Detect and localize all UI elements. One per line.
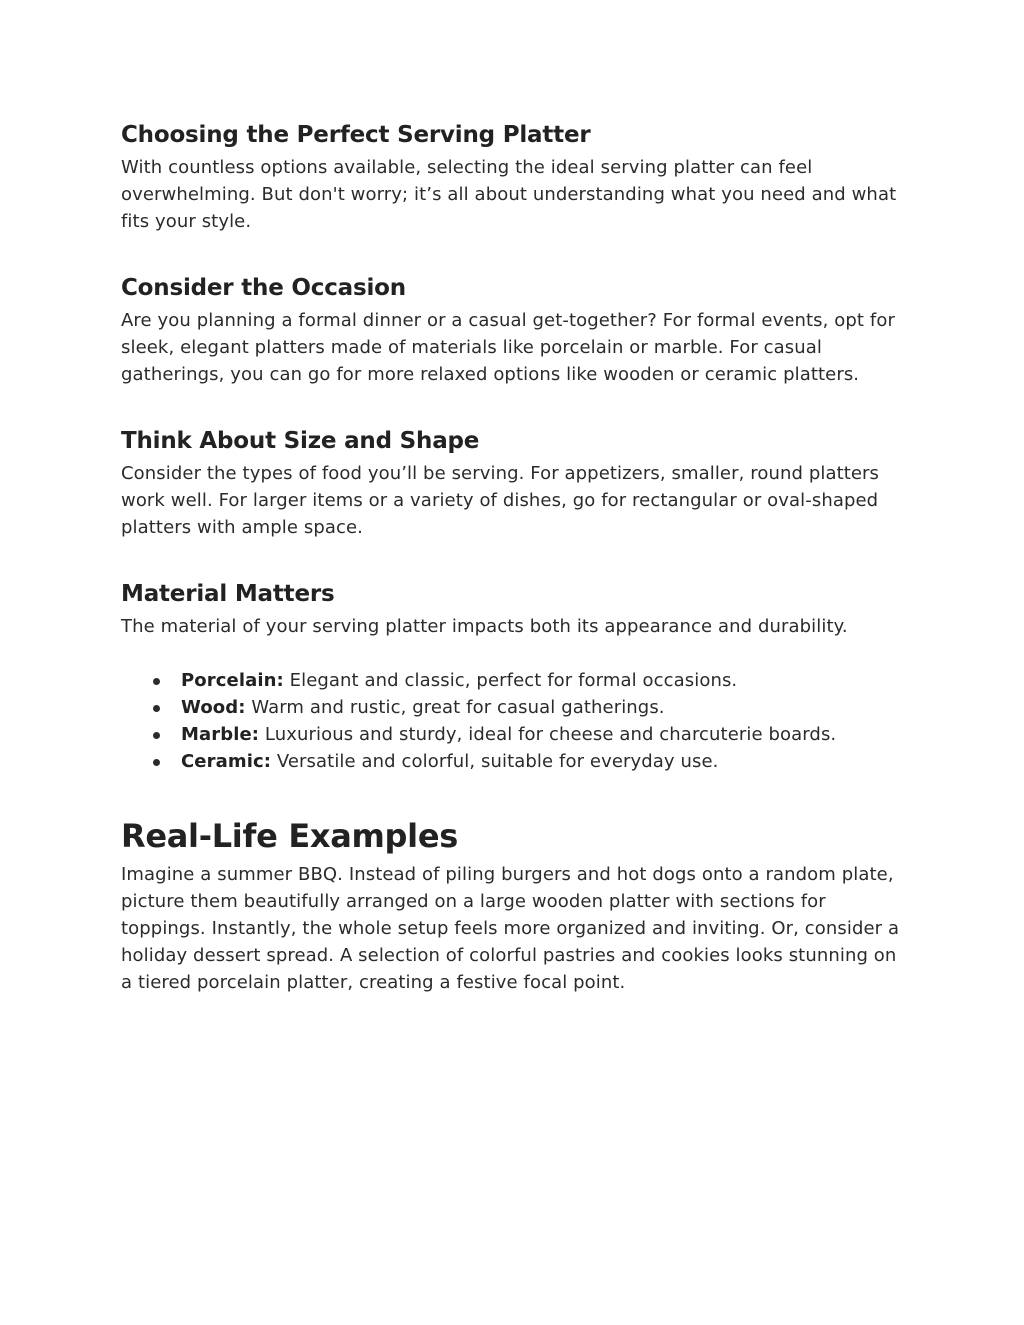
section-heading-choosing: Choosing the Perfect Serving Platter — [121, 122, 591, 148]
section-paragraph-size-shape: Consider the types of food you’ll be serving. For appetizers, smaller, round platters work well. For larger items or a variety of dishes, go for rectangular or oval-shaped platters with ample space. — [121, 463, 880, 538]
list-item-term: Ceramic: — [181, 751, 272, 772]
section-paragraph-occasion: Are you planning a formal dinner or a casual get-together? For formal events, opt for sleek, elegant platters made of materials like porcelain or marble. For casual gatherings, you can go for more relaxed options like wooden or ceramic platters. — [121, 310, 895, 385]
list-item — [121, 667, 911, 694]
list-item — [121, 721, 911, 748]
bullet-icon — [153, 732, 160, 739]
list-item-desc: Versatile and colorful, suitable for everyday use. — [271, 751, 719, 772]
examples-paragraph: Imagine a summer BBQ. Instead of piling burgers and hot dogs onto a random plate, picture them beautifully arranged on a large wooden platter with sections for toppings. Instantly, the whole setup feels more organized and inviting. Or, consider a holiday dessert spread. A selection of colorful pastries and cookies looks stunning on a tiered porcelain platter, creating a festive focal point. — [121, 864, 900, 993]
spacer — [121, 388, 911, 424]
list-item-term: Marble: — [181, 724, 260, 745]
list-item-term: Wood: — [181, 697, 246, 718]
section-heading-material: Material Matters — [121, 581, 335, 607]
bullet-icon — [153, 705, 160, 712]
bullet-icon — [153, 678, 160, 685]
materials-list — [121, 667, 911, 775]
spacer — [121, 640, 911, 667]
list-item — [121, 748, 911, 775]
section-paragraph-material: The material of your serving platter impacts both its appearance and durability. — [121, 616, 848, 637]
bullet-icon — [153, 759, 160, 766]
list-item-desc: Warm and rustic, great for casual gatherings. — [245, 697, 665, 718]
examples-heading: Real-Life Examples — [121, 817, 458, 855]
list-item — [121, 694, 911, 721]
section-paragraph-choosing: With countless options available, selecting the ideal serving platter can feel overwhelming. But don't worry; it’s all about understanding what you need and what fits your style. — [121, 157, 897, 232]
list-item-desc: Elegant and classic, perfect for formal occasions. — [283, 670, 738, 691]
section-heading-occasion: Consider the Occasion — [121, 275, 406, 301]
spacer — [121, 775, 911, 813]
list-item-desc: Luxurious and sturdy, ideal for cheese and charcuterie boards. — [259, 724, 837, 745]
list-item-term: Porcelain: — [181, 670, 284, 691]
document-page — [121, 118, 911, 996]
spacer — [121, 541, 911, 577]
section-heading-size-shape: Think About Size and Shape — [121, 428, 480, 454]
spacer — [121, 235, 911, 271]
